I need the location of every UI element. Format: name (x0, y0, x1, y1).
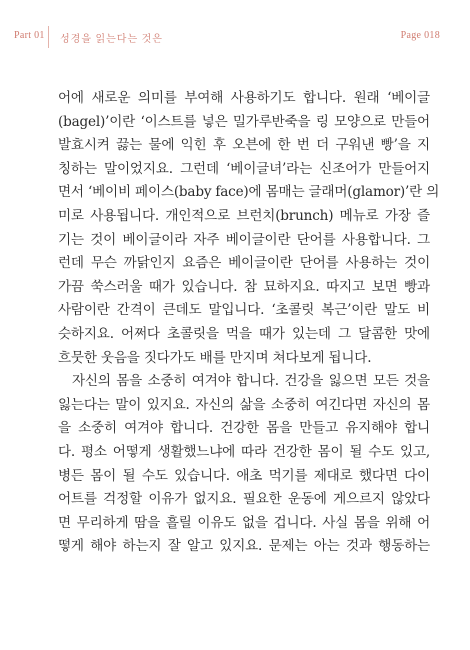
text-line: 잃는다는 말이 있지요. 자신의 삶을 소중히 여긴다면 자신의 몸 (58, 396, 430, 413)
text-line: 면서 ‘베이비 페이스(baby face)에 몸매는 글래머(glamor)’란 의 (58, 184, 440, 201)
text-line: 면 무리하게 땀을 흘릴 이유도 없을 겁니다. 사실 몸을 위해 어 (58, 514, 430, 531)
header-divider (48, 26, 49, 48)
text-line: 칭하는 말이었지요. 그런데 ‘베이글녀’라는 신조어가 만들어지 (58, 160, 430, 177)
chapter-title: 성경을 읽는다는 것은 (60, 34, 163, 45)
part-label: Part 01 (14, 30, 45, 41)
text-line: 자신의 몸을 소중히 여겨야 합니다. 건강을 잃으면 모든 것을 (72, 373, 430, 390)
text-line: 슷하지요. 어쩌다 초콜릿을 먹을 때가 있는데 그 달콤한 맛에 (58, 325, 430, 342)
text-line: 발효시켜 끓는 물에 익힌 후 오븐에 한 번 더 구워낸 빵’을 지 (58, 137, 430, 154)
text-line: 을 소중히 여겨야 합니다. 건강한 몸을 만들고 유지해야 합니 (58, 420, 430, 437)
text-line: 사람이란 간격이 큰데도 말입니다. ‘초콜릿 복근’이란 말도 비 (58, 302, 430, 319)
paragraph (58, 370, 430, 559)
text-line: 런데 무슨 까닭인지 요즘은 베이글이란 단어를 사용하는 것이 (58, 255, 430, 272)
running-header (0, 26, 470, 46)
text-line: (bagel)’이란 ‘이스트를 넣은 밀가루반죽을 링 모양으로 만들어 (58, 113, 430, 130)
body-text (58, 87, 440, 559)
text-line: 미로 사용됩니다. 개인적으로 브런치(brunch) 메뉴로 가장 즐 (58, 207, 430, 224)
text-line: 가끔 쑥스러울 때가 있습니다. 참 묘하지요. 따지고 보면 빵과 (58, 278, 430, 295)
text-line: 기는 것이 베이글이라 자주 베이글이란 단어를 사용합니다. 그 (58, 231, 430, 248)
text-line: 어에 새로운 의미를 부여해 사용하기도 합니다. 원래 ‘베이글 (58, 90, 430, 106)
text-line: 어트를 걱정할 이유가 없지요. 필요한 운동에 게으르지 않았다 (58, 491, 430, 508)
text-line: 흐뭇한 웃음을 짓다가도 배를 만지며 쳐다보게 됩니다. (58, 349, 372, 366)
page-number: Page 018 (400, 30, 440, 41)
text-line: 다. 평소 어떻게 생활했느냐에 따라 건강한 몸이 될 수도 있고, (58, 443, 430, 460)
text-line: 떻게 해야 하는지 잘 알고 있지요. 문제는 아는 것과 행동하는 (58, 538, 430, 555)
paragraph (58, 87, 440, 370)
text-line: 병든 몸이 될 수도 있습니다. 애초 먹기를 제대로 했다면 다이 (58, 467, 430, 484)
